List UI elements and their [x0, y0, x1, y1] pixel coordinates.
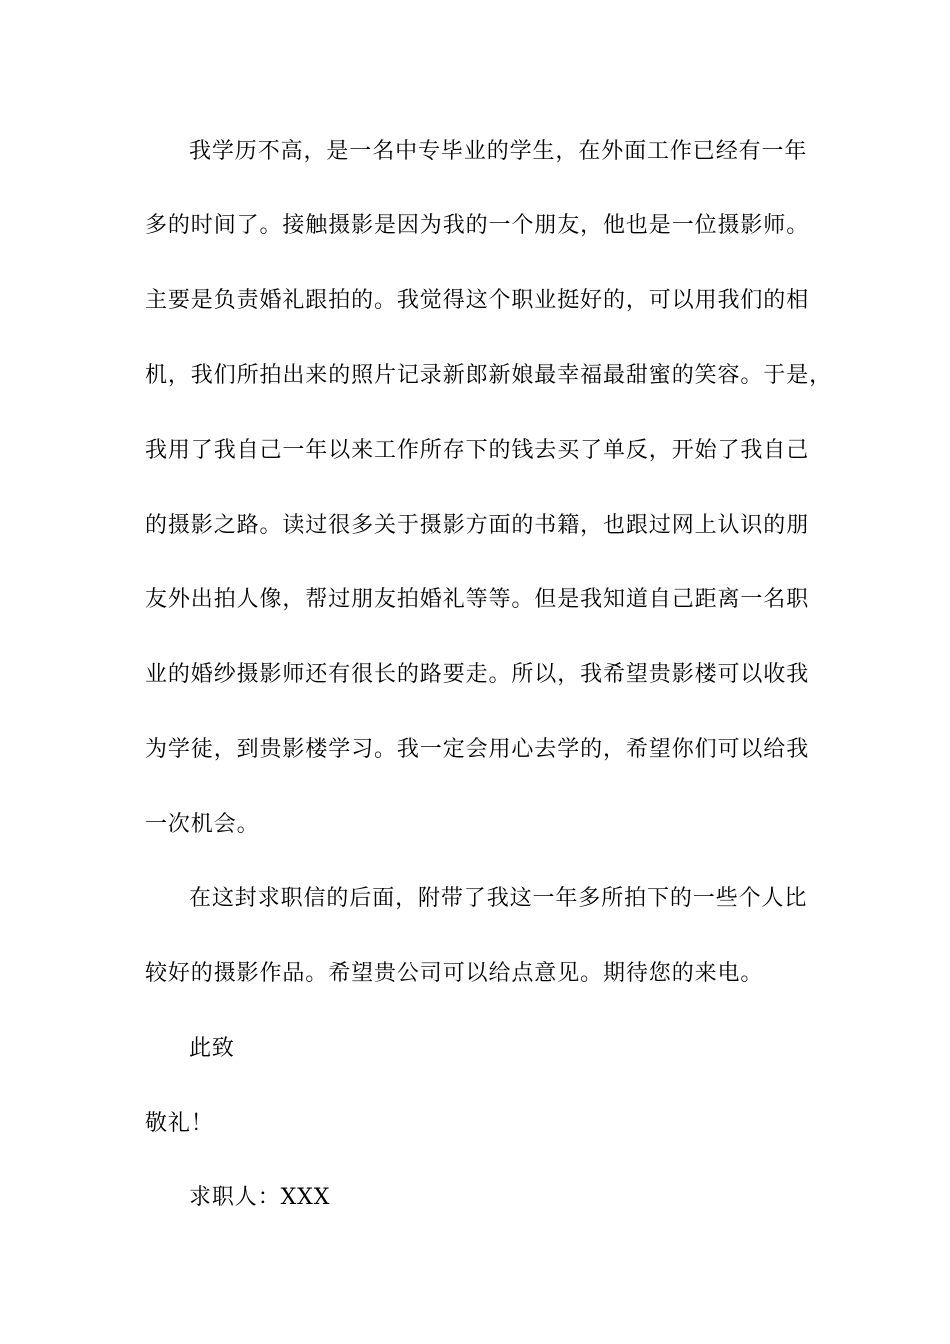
paragraph-1-line-5: 我用了我自己一年以来工作所存下的钱去买了单反，开始了我自己	[145, 438, 810, 463]
paragraph-1-line-3: 主要是负责婚礼跟拍的。我觉得这个职业挺好的，可以用我们的相	[145, 288, 810, 313]
paragraph-1-line-2: 多的时间了。接触摄影是因为我的一个朋友，他也是一位摄影师。	[145, 213, 810, 238]
paragraph-1-line-4: 机，我们所拍出来的照片记录新郎新娘最幸福最甜蜜的笑容。于是，	[145, 363, 833, 388]
closing-text: 此致	[189, 1036, 235, 1061]
paragraph-1-line-10: 一次机会。	[145, 812, 260, 837]
paragraph-1-line-7: 友外出拍人像，帮过朋友拍婚礼等等。但是我知道自己距离一名职	[145, 587, 810, 612]
paragraph-2-line-2: 较好的摄影作品。希望贵公司可以给点意见。期待您的来电。	[145, 961, 764, 986]
paragraph-1-line-1: 我学历不高，是一名中专毕业的学生，在外面工作已经有一年	[189, 139, 808, 164]
paragraph-1-line-9: 为学徒，到贵影楼学习。我一定会用心去学的，希望你们可以给我	[145, 737, 810, 762]
paragraph-2-line-1: 在这封求职信的后面，附带了我这一年多所拍下的一些个人比	[189, 886, 808, 911]
salutation-text: 敬礼！	[145, 1111, 214, 1136]
signature-text: 求职人：XXX	[189, 1185, 331, 1210]
paragraph-1-line-8: 业的婚纱摄影师还有很长的路要走。所以，我希望贵影楼可以收我	[145, 662, 810, 687]
paragraph-1-line-6: 的摄影之路。读过很多关于摄影方面的书籍，也跟过网上认识的朋	[145, 513, 810, 538]
